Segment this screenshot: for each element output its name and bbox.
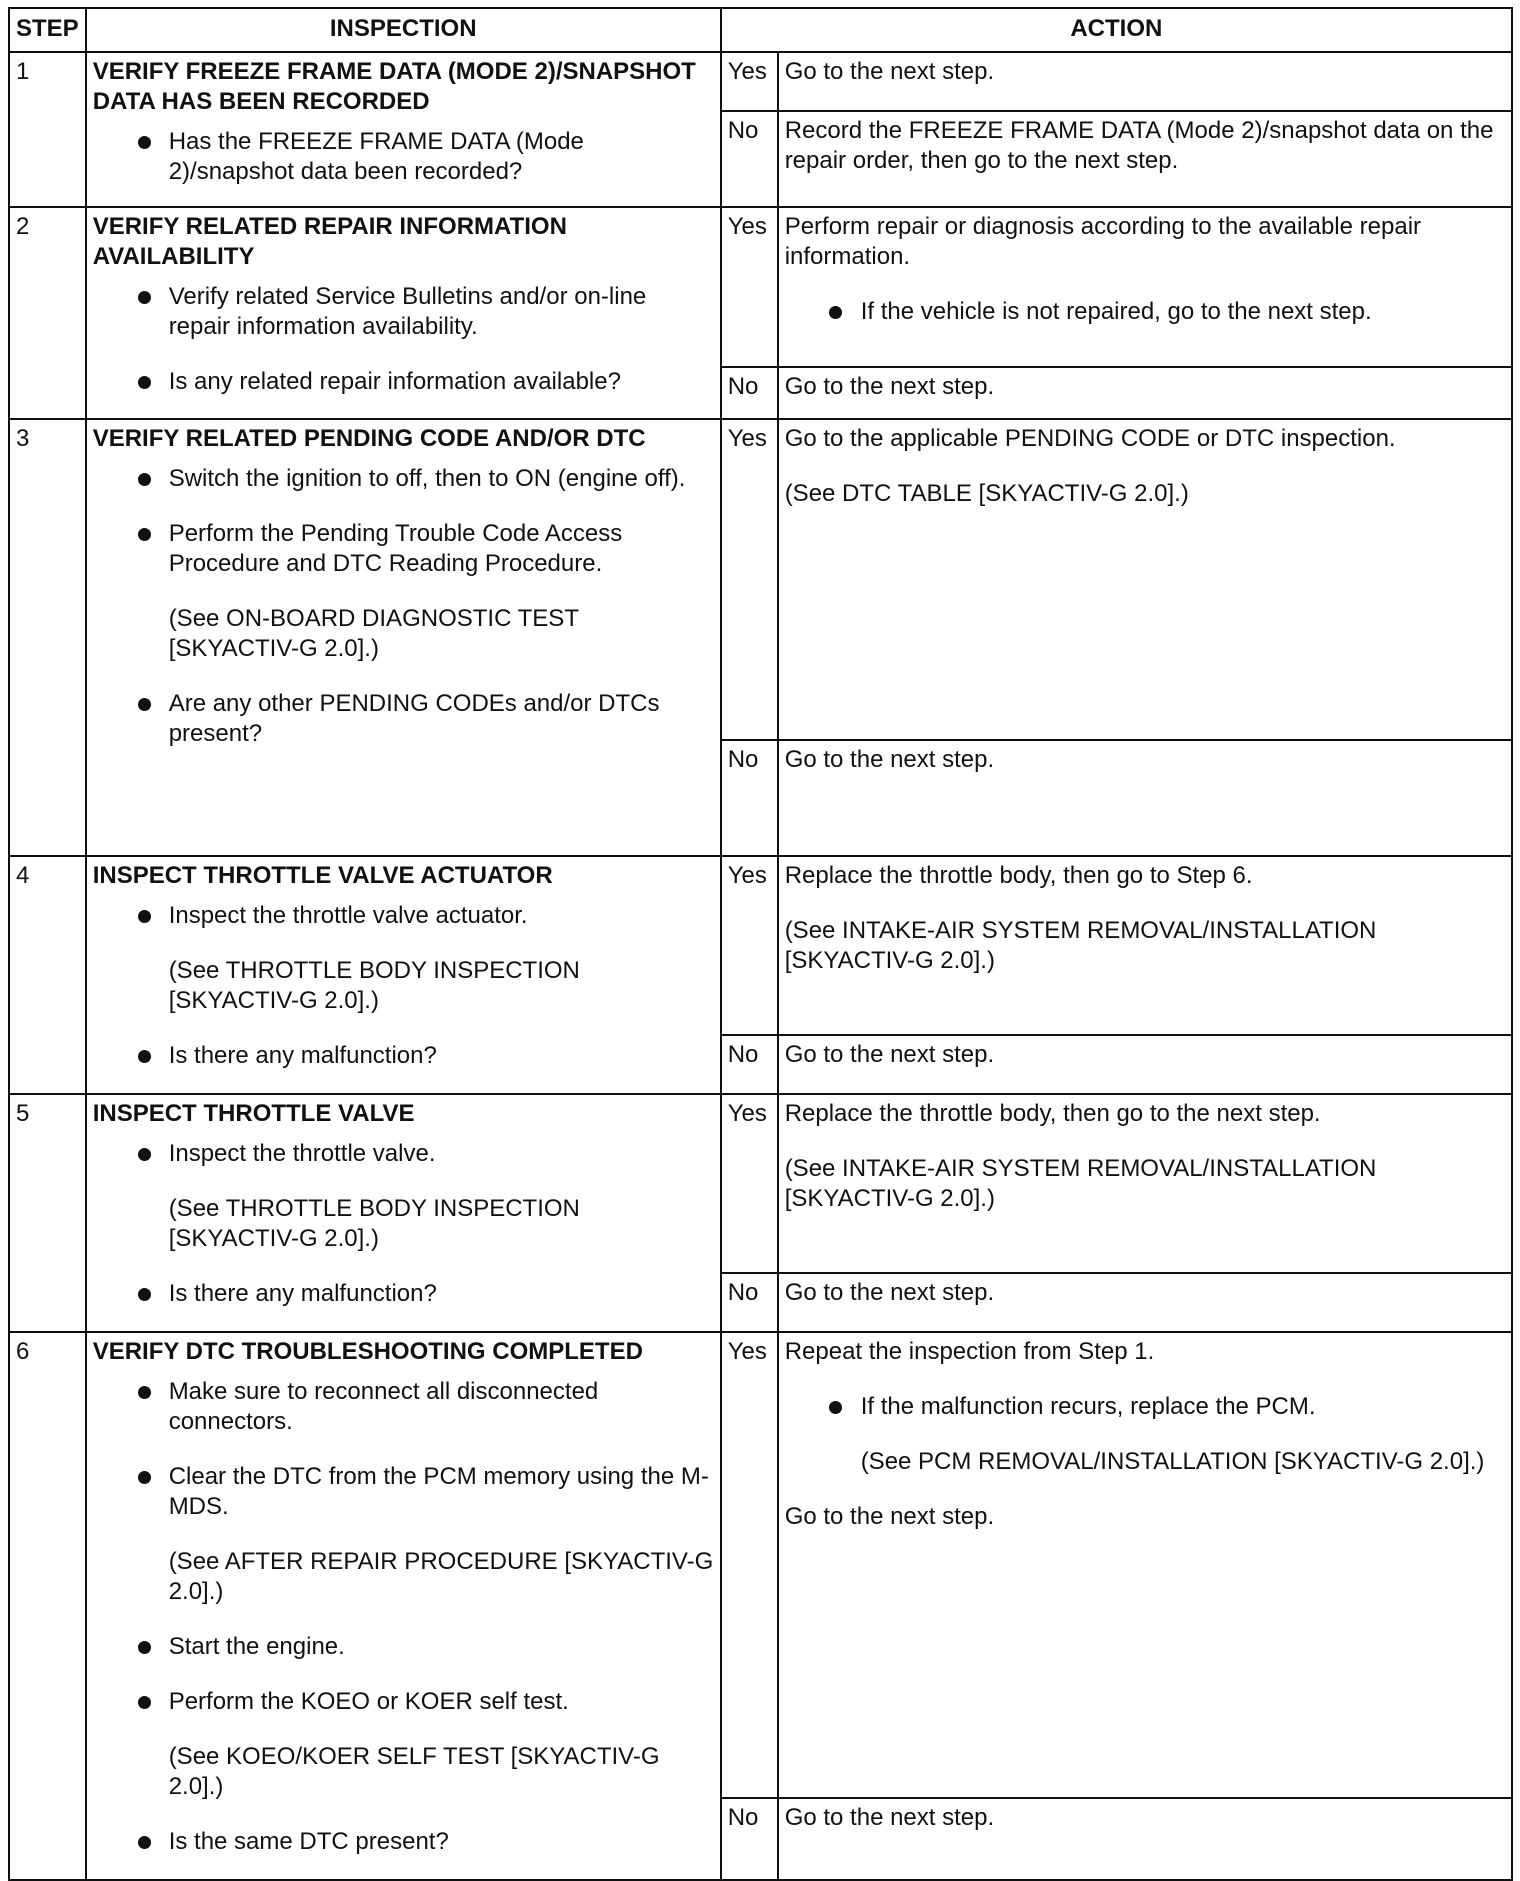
no-label: No: [721, 1273, 778, 1332]
step-4-inspection: [86, 856, 721, 1094]
yes-action: [778, 856, 1512, 1035]
action-reference: (See INTAKE-AIR SYSTEM REMOVAL/INSTALLATION [SKYACTIV-G 2.0].): [784, 917, 1377, 974]
step-title: VERIFY FREEZE FRAME DATA (MODE 2)/SNAPSHOT DATA HAS BEEN RECORDED: [92, 58, 696, 115]
header-row: [9, 8, 1512, 52]
inspection-bullet: Clear the DTC from the PCM memory using the M-MDS.: [93, 1462, 714, 1522]
no-action: [778, 1273, 1512, 1332]
inspection-bullet: Inspect the throttle valve actuator.: [93, 901, 714, 931]
diagnostic-table: [8, 7, 1513, 1881]
no-action: [778, 1035, 1512, 1094]
inspection-bullet: Make sure to reconnect all disconnected connectors.: [93, 1377, 714, 1437]
no-label: No: [721, 740, 778, 856]
step-title: INSPECT THROTTLE VALVE: [92, 1100, 415, 1127]
inspection-bullet: Is there any malfunction?: [93, 1279, 714, 1309]
yes-action: [778, 1094, 1512, 1273]
yes-label: Yes: [721, 856, 778, 1035]
step-4-yes-row: [9, 856, 1512, 1035]
yes-action: [778, 419, 1512, 740]
yes-action: [778, 207, 1512, 367]
step-5-inspection: [86, 1094, 721, 1332]
inspection-bullet: Is the same DTC present?: [93, 1827, 714, 1857]
no-label: No: [721, 1035, 778, 1094]
action-text: Record the FREEZE FRAME DATA (Mode 2)/snapshot data on the repair order, then go to the next step.: [784, 117, 1494, 174]
step-3-yes-row: [9, 419, 1512, 740]
no-action: [778, 740, 1512, 856]
action-reference: (See INTAKE-AIR SYSTEM REMOVAL/INSTALLATION [SKYACTIV-G 2.0].): [784, 1155, 1377, 1212]
no-action: [778, 111, 1512, 207]
inspection-bullet: Verify related Service Bulletins and/or on-line repair information availability.: [93, 282, 714, 342]
step-2-inspection: [86, 207, 721, 419]
inspection-bullet: Switch the ignition to off, then to ON (engine off).: [93, 464, 714, 494]
header-step: STEP: [9, 8, 86, 52]
action-text: Repeat the inspection from Step 1.: [784, 1338, 1155, 1365]
step-2-yes-row: [9, 207, 1512, 367]
yes-label: Yes: [721, 419, 778, 740]
no-label: No: [721, 111, 778, 207]
inspection-bullet: Inspect the throttle valve.: [93, 1139, 714, 1169]
inspection-bullet: Start the engine.: [93, 1632, 714, 1662]
step-6-yes-row: [9, 1332, 1512, 1798]
step-title: VERIFY DTC TROUBLESHOOTING COMPLETED: [92, 1338, 643, 1365]
step-number: 6: [9, 1332, 86, 1880]
reference-note: (See ON-BOARD DIAGNOSTIC TEST [SKYACTIV-G 2.0].): [168, 605, 579, 662]
action-text: Go to the next step.: [784, 1804, 995, 1831]
step-number: 2: [9, 207, 86, 419]
reference-note: (See KOEO/KOER SELF TEST [SKYACTIV-G 2.0].): [168, 1743, 660, 1800]
step-number: 3: [9, 419, 86, 856]
step-title: VERIFY RELATED PENDING CODE AND/OR DTC: [92, 425, 646, 452]
action-text: Go to the next step.: [784, 1041, 995, 1068]
inspection-bullet: Is any related repair information available?: [93, 367, 714, 397]
header-action: ACTION: [721, 8, 1512, 52]
step-title: INSPECT THROTTLE VALVE ACTUATOR: [92, 862, 553, 889]
no-label: No: [721, 367, 778, 419]
action-text: Replace the throttle body, then go to the next step.: [784, 1100, 1321, 1127]
no-label: No: [721, 1798, 778, 1880]
action-text: Go to the next step.: [784, 1279, 995, 1306]
header-inspection: INSPECTION: [86, 8, 721, 52]
yes-action: [778, 1332, 1512, 1798]
action-text: Go to the next step.: [784, 373, 995, 400]
action-text: Replace the throttle body, then go to Step 6.: [784, 862, 1253, 889]
step-1-inspection: [86, 52, 721, 207]
no-action: [778, 367, 1512, 419]
reference-note: (See THROTTLE BODY INSPECTION [SKYACTIV-G 2.0].): [168, 957, 580, 1014]
action-bullet: If the vehicle is not repaired, go to the next step.: [785, 297, 1505, 327]
step-5-yes-row: [9, 1094, 1512, 1273]
step-number: 4: [9, 856, 86, 1094]
inspection-bullet: Perform the Pending Trouble Code Access Procedure and DTC Reading Procedure.: [93, 519, 714, 579]
action-reference: (See PCM REMOVAL/INSTALLATION [SKYACTIV-G 2.0].): [860, 1448, 1485, 1475]
inspection-bullet: Is there any malfunction?: [93, 1041, 714, 1071]
no-action: [778, 1798, 1512, 1880]
action-text: Go to the applicable PENDING CODE or DTC inspection.: [784, 425, 1396, 452]
step-6-inspection: [86, 1332, 721, 1880]
action-reference: (See DTC TABLE [SKYACTIV-G 2.0].): [784, 480, 1189, 507]
step-number: 1: [9, 52, 86, 207]
step-1-yes-row: [9, 52, 1512, 111]
inspection-bullet: Perform the KOEO or KOER self test.: [93, 1687, 714, 1717]
action-bullet: If the malfunction recurs, replace the PCM.: [785, 1392, 1505, 1422]
reference-note: (See AFTER REPAIR PROCEDURE [SKYACTIV-G 2.0].): [168, 1548, 714, 1605]
action-text: Go to the next step.: [784, 1503, 995, 1530]
inspection-bullet: Are any other PENDING CODEs and/or DTCs present?: [93, 689, 714, 749]
action-text: Go to the next step.: [784, 746, 995, 773]
yes-label: Yes: [721, 52, 778, 111]
yes-label: Yes: [721, 207, 778, 367]
step-3-inspection: [86, 419, 721, 856]
inspection-bullet: Has the FREEZE FRAME DATA (Mode 2)/snapshot data been recorded?: [93, 127, 714, 187]
action-text: Go to the next step.: [784, 58, 995, 85]
yes-label: Yes: [721, 1094, 778, 1273]
step-title: VERIFY RELATED REPAIR INFORMATION AVAILABILITY: [92, 213, 567, 270]
yes-label: Yes: [721, 1332, 778, 1798]
reference-note: (See THROTTLE BODY INSPECTION [SKYACTIV-G 2.0].): [168, 1195, 580, 1252]
yes-action: [778, 52, 1512, 111]
step-number: 5: [9, 1094, 86, 1332]
action-text: Perform repair or diagnosis according to the available repair information.: [784, 213, 1422, 270]
